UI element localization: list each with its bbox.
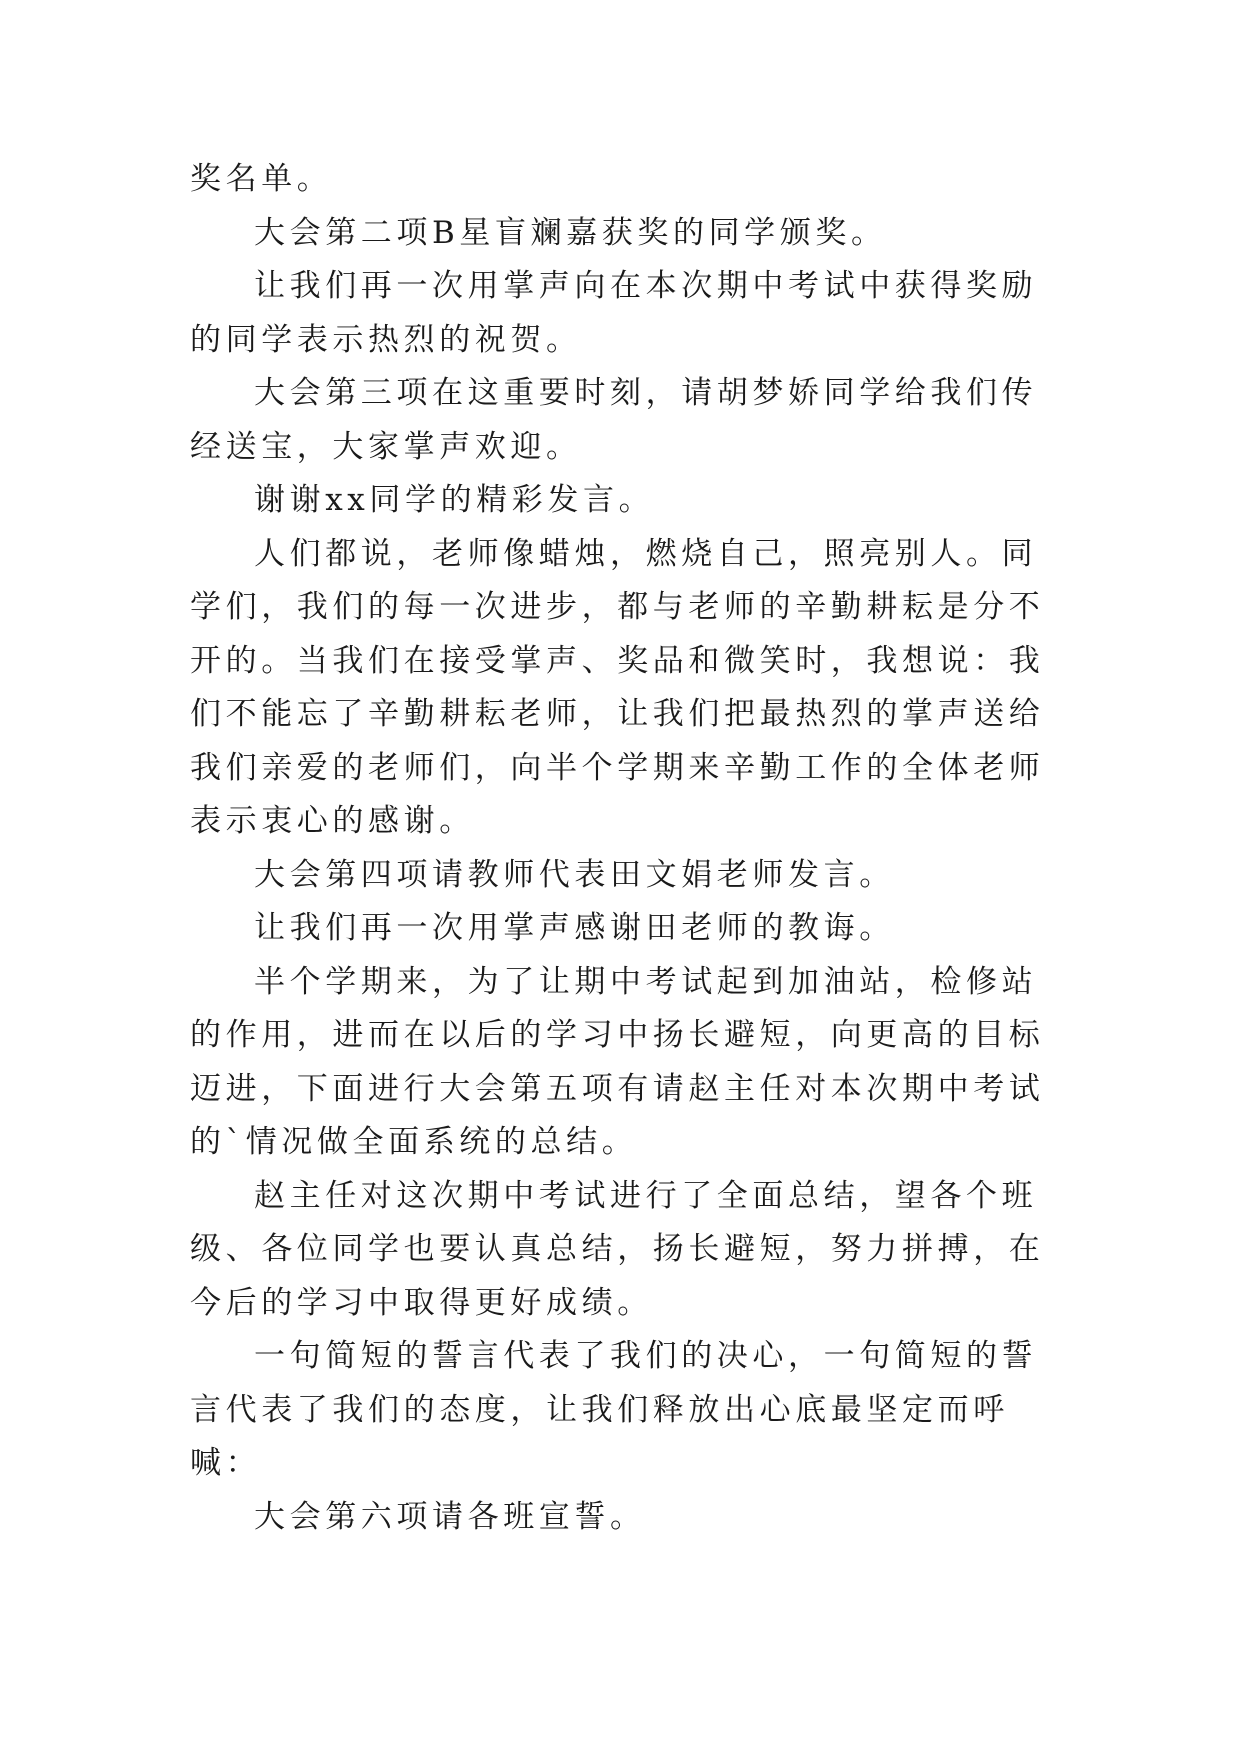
paragraph-item-two: 大会第二项B星盲斓嘉获奖的同学颁奖。 — [254, 214, 887, 251]
paragraph-item-five: 半个学期来，为了让期中考试起到加油站，检修站的作用，进而在以后的学习中扬长避短，向更高的目标迈进，下面进行大会第五项有请赵主任对本次期中考试的`情况做全面系统的总结。 — [190, 963, 1045, 1160]
paragraph-oath-intro: 一句简短的誓言代表了我们的决心，一句简短的誓言代表了我们的态度，让我们释放出心底最坚定而呼喊： — [190, 1338, 1038, 1481]
paragraph-thanks-speech: 谢谢xx同学的精彩发言。 — [254, 482, 655, 518]
paragraph-summary: 赵主任对这次期中考试进行了全面总结，望各个班级、各位同学也要认真总结，扬长避短，努力拼搏，在今后的学习中取得更好成绩。 — [190, 1177, 1045, 1321]
paragraph-item-six: 大会第六项请各班宣誓。 — [254, 1498, 646, 1535]
paragraph-item-three: 大会第三项在这重要时刻，请胡梦娇同学给我们传经送宝，大家掌声欢迎。 — [190, 375, 1038, 465]
document-body — [190, 153, 1060, 1544]
paragraph-item-four: 大会第四项请教师代表田文娟老师发言。 — [254, 856, 895, 893]
paragraph-teachers-tribute: 人们都说，老师像蜡烛，燃烧自己，照亮别人。同学们，我们的每一次进步，都与老师的辛勤耕耘是分不开的。当我们在接受掌声、奖品和微笑时，我想说：我们不能忘了辛勤耕耘老师，让我们把最热烈的掌声送给我们亲爱的老师们，向半个学期来辛勤工作的全体老师表示衷心的感谢。 — [190, 535, 1045, 839]
paragraph-thank-teacher: 让我们再一次用掌声感谢田老师的教诲。 — [254, 910, 895, 946]
paragraph-applause-congrats: 让我们再一次用掌声向在本次期中考试中获得奖励的同学表示热烈的祝贺。 — [190, 268, 1038, 358]
paragraph-award-list-end: 奖名单。 — [190, 161, 333, 197]
